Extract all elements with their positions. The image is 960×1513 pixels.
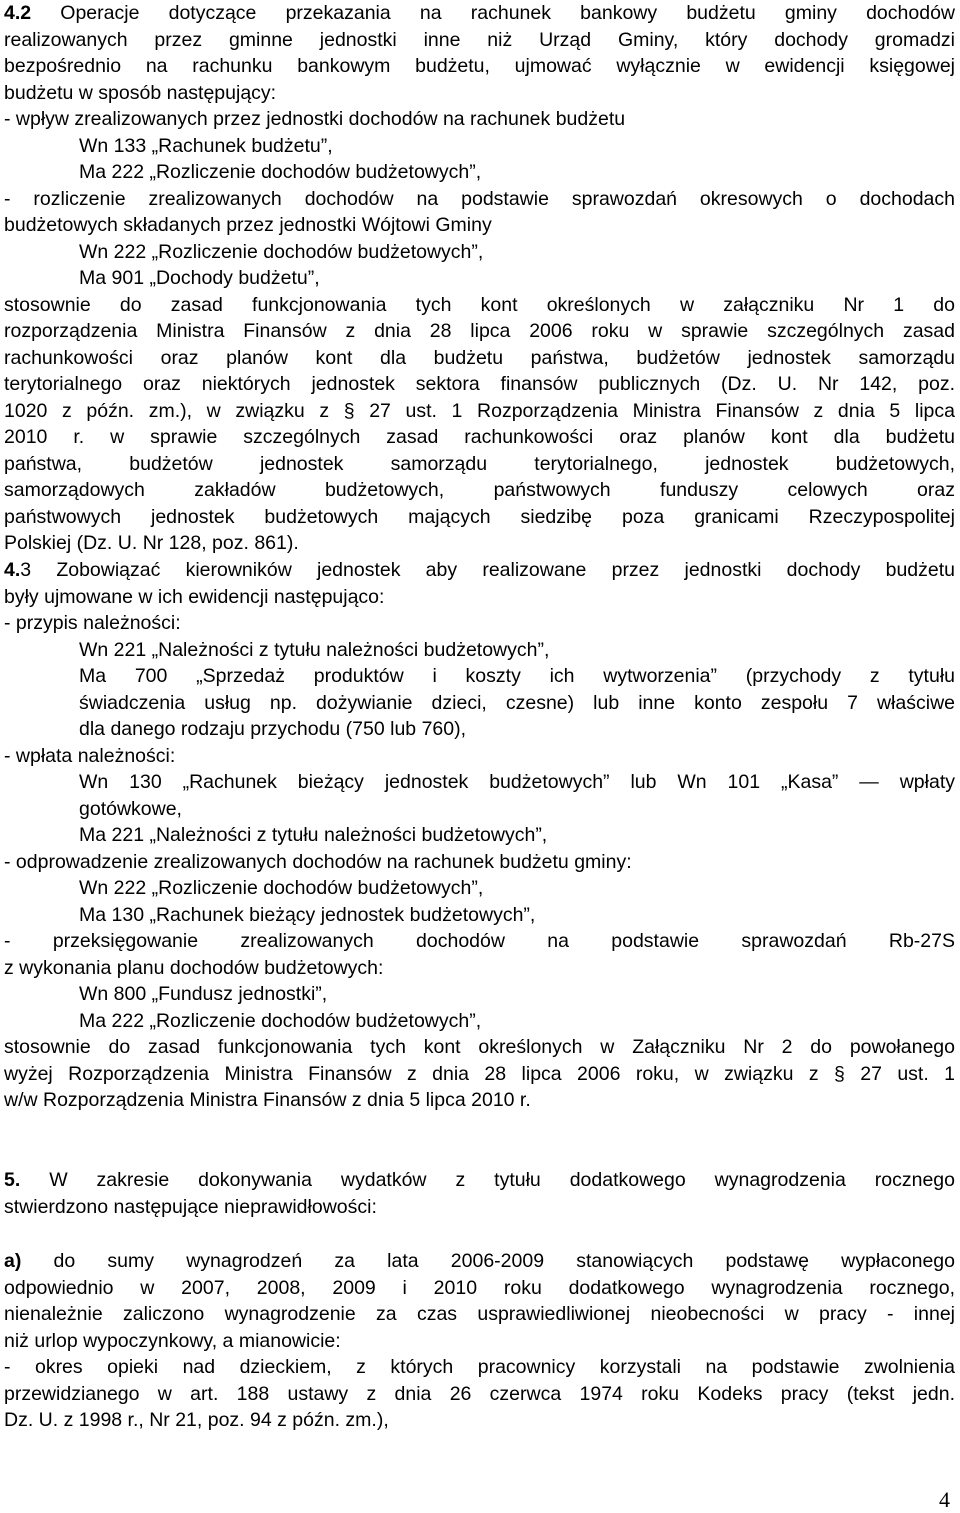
text-run: wyżej Rozporządzenia Ministra Finansów z dnia 28 lipca 2006 roku, w związku z § 27 ust. 1 xyxy=(4,1062,955,1085)
text-run: budżetu w sposób następujący: xyxy=(4,81,277,104)
text-line xyxy=(4,1328,341,1355)
text-line xyxy=(4,398,955,425)
section-number: 5. xyxy=(4,1169,21,1191)
text-line xyxy=(4,186,955,213)
text-line xyxy=(79,769,955,796)
text-line xyxy=(4,504,955,531)
text-run: - rozliczenie zrealizowanych dochodów na podstawie sprawozdań okresowych o dochodach xyxy=(4,187,955,210)
text-line xyxy=(4,1248,955,1275)
text-run: budżetowych składanych przez jednostki Wójtowi Gminy xyxy=(4,214,492,236)
text-run: Ma 901 „Dochody budżetu”, xyxy=(79,267,320,289)
text-line xyxy=(4,345,955,372)
text-run: stwierdzono następujące nieprawidłowości: xyxy=(4,1195,377,1218)
text-line xyxy=(4,530,299,557)
text-run: rachunkowości oraz planów kont dla budżetu państwa, budżetów jednostek samorządu xyxy=(4,346,955,369)
page-number: 4 xyxy=(939,1487,950,1512)
text-line xyxy=(79,265,320,292)
text-run: Dz. U. z 1998 r., Nr 21, poz. 94 z późn. zm.), xyxy=(4,1409,389,1431)
text-run: Ma 222 „Rozliczenie dochodów budżetowych”, xyxy=(79,1009,482,1032)
text-run: 1020 z późn. zm.), w związku z § 27 ust. 1 Rozporządzenia Ministra Finansów z dnia 5 lipca xyxy=(4,399,955,422)
text-run: z wykonania planu dochodów budżetowych: xyxy=(4,956,384,979)
text-line xyxy=(79,1008,481,1035)
text-line xyxy=(4,610,181,637)
text-run: W zakresie dokonywania wydatków z tytułu dodatkowego wynagrodzenia rocznego xyxy=(20,1169,955,1191)
text-run: Ma 221 „Należności z tytułu należności budżetowych”, xyxy=(79,824,548,846)
section-number: 4.2 xyxy=(4,2,32,24)
text-run: świadczenia usług np. dożywianie dzieci, czesne) lub inne konto zespołu 7 właściwe xyxy=(79,691,955,714)
text-run: Wn 130 „Rachunek bieżący jednostek budżetowych” lub Wn 101 „Kasa” — wpłaty xyxy=(79,771,955,793)
text-line xyxy=(79,822,547,849)
text-run: państwa, budżetów jednostek samorządu terytorialnego, jednostek budżetowych, xyxy=(4,452,955,475)
text-line xyxy=(4,451,955,478)
text-line xyxy=(4,1354,955,1381)
text-line xyxy=(4,318,955,345)
text-run: - przypis należności: xyxy=(4,612,181,634)
text-line xyxy=(79,133,333,160)
text-run: realizowanych przez gminne jednostki inne niż Urząd Gminy, który dochody gromadzi xyxy=(4,28,955,51)
text-run: bezpośrednio na rachunku bankowym budżetu, ujmować wyłącznie w ewidencji księgowej xyxy=(4,55,955,77)
text-line xyxy=(4,1275,955,1302)
text-run: 2010 r. w sprawie szczególnych zasad rachunkowości oraz planów kont dla budżetu xyxy=(4,426,955,448)
text-run: - wpływ zrealizowanych przez jednostki dochodów na rachunek budżetu xyxy=(4,108,626,130)
text-run: - okres opieki nad dzieckiem, z których pracownicy korzystali na podstawie zwolnienia xyxy=(4,1356,955,1378)
text-run: stosownie do zasad funkcjonowania tych kont określonych w załączniku Nr 1 do xyxy=(4,293,955,316)
text-line xyxy=(4,80,276,107)
text-line xyxy=(4,477,955,504)
text-run: Wn 800 „Fundusz jednostki”, xyxy=(79,983,328,1005)
section-number: a) xyxy=(4,1250,22,1272)
text-line xyxy=(4,371,955,398)
text-line xyxy=(79,663,955,690)
text-run: gotówkowe, xyxy=(79,797,182,820)
text-line xyxy=(4,743,175,770)
text-run: niż urlop wypoczynkowy, a mianowicie: xyxy=(4,1329,341,1352)
text-run: Polskiej (Dz. U. Nr 128, poz. 861). xyxy=(4,532,299,554)
text-run: Wn 133 „Rachunek budżetu”, xyxy=(79,134,333,157)
text-line xyxy=(4,1301,955,1328)
text-line xyxy=(4,1381,955,1408)
text-line xyxy=(4,928,955,955)
text-line xyxy=(79,239,483,266)
text-line xyxy=(4,584,384,611)
text-run: stosownie do zasad funkcjonowania tych kont określonych w Załączniku Nr 2 do powołanego xyxy=(4,1036,955,1058)
text-line xyxy=(4,1167,955,1194)
text-line xyxy=(79,981,327,1008)
text-run: były ujmowane w ich ewidencji następująco: xyxy=(4,585,385,608)
text-line xyxy=(4,106,625,133)
text-run: Ma 700 „Sprzedaż produktów i koszty ich wytworzenia” (przychody z tytułu xyxy=(79,665,955,687)
text-run: nienależnie zaliczono wynagrodzenie za czas usprawiedliwionej nieobecności w pracy - innej xyxy=(4,1303,955,1325)
text-line xyxy=(4,292,955,319)
text-run: Ma 222 „Rozliczenie dochodów budżetowych”, xyxy=(79,161,482,183)
text-line xyxy=(4,424,955,451)
text-line xyxy=(4,955,383,982)
text-run: - wpłata należności: xyxy=(4,744,176,767)
text-run: Operacje dotyczące przekazania na rachunek bankowy budżetu gminy dochodów xyxy=(31,2,955,24)
text-run: Ma 130 „Rachunek bieżący jednostek budżetowych”, xyxy=(79,903,536,926)
text-line xyxy=(4,0,955,27)
text-line xyxy=(79,796,182,823)
text-run: terytorialnego oraz niektórych jednostek sektora finansów publicznych (Dz. U. Nr 142, poz. xyxy=(4,373,955,395)
text-line xyxy=(79,875,483,902)
text-run: przewidzianego w art. 188 ustawy z dnia 26 czerwca 1974 roku Kodeks pracy (tekst jedn. xyxy=(4,1382,955,1405)
text-run: Wn 222 „Rozliczenie dochodów budżetowych”, xyxy=(79,240,484,263)
text-line xyxy=(79,902,535,929)
text-run: - odprowadzenie zrealizowanych dochodów na rachunek budżetu gminy: xyxy=(4,850,632,873)
section-number: 4. xyxy=(4,559,21,581)
text-run: do sumy wynagrodzeń za lata 2006-2009 stanowiących podstawę wypłaconego xyxy=(21,1250,955,1272)
text-line xyxy=(79,690,955,717)
text-line xyxy=(4,1061,955,1088)
text-run: dla danego rodzaju przychodu (750 lub 760), xyxy=(79,718,467,740)
text-line xyxy=(4,212,492,239)
text-line xyxy=(4,1407,389,1434)
text-run: odpowiednio w 2007, 2008, 2009 i 2010 roku dodatkowego wynagrodzenia rocznego, xyxy=(4,1276,955,1299)
text-line xyxy=(4,53,955,80)
text-run: Wn 222 „Rozliczenie dochodów budżetowych”, xyxy=(79,877,484,899)
text-run: samorządowych zakładów budżetowych, państwowych funduszy celowych oraz xyxy=(4,479,955,501)
text-line xyxy=(4,1034,955,1061)
text-line xyxy=(4,557,955,584)
text-line xyxy=(4,1194,377,1221)
text-line xyxy=(79,159,481,186)
text-line xyxy=(79,716,466,743)
text-run: w/w Rozporządzenia Ministra Finansów z dnia 5 lipca 2010 r. xyxy=(4,1089,531,1111)
text-line xyxy=(4,849,632,876)
text-line xyxy=(79,637,549,664)
text-run: Wn 221 „Należności z tytułu należności budżetowych”, xyxy=(79,638,550,661)
text-line xyxy=(4,1087,531,1114)
text-run: państwowych jednostek budżetowych mających siedzibę poza granicami Rzeczypospolitej xyxy=(4,505,955,528)
text-run: 3 Zobowiązać kierowników jednostek aby realizowane przez jednostki dochody budżetu xyxy=(20,559,955,581)
text-line xyxy=(4,27,955,54)
text-run: - przeksięgowanie zrealizowanych dochodów na podstawie sprawozdań Rb-27S xyxy=(4,930,955,952)
text-run: rozporządzenia Ministra Finansów z dnia 28 lipca 2006 roku w sprawie szczególnych zasad xyxy=(4,320,955,342)
